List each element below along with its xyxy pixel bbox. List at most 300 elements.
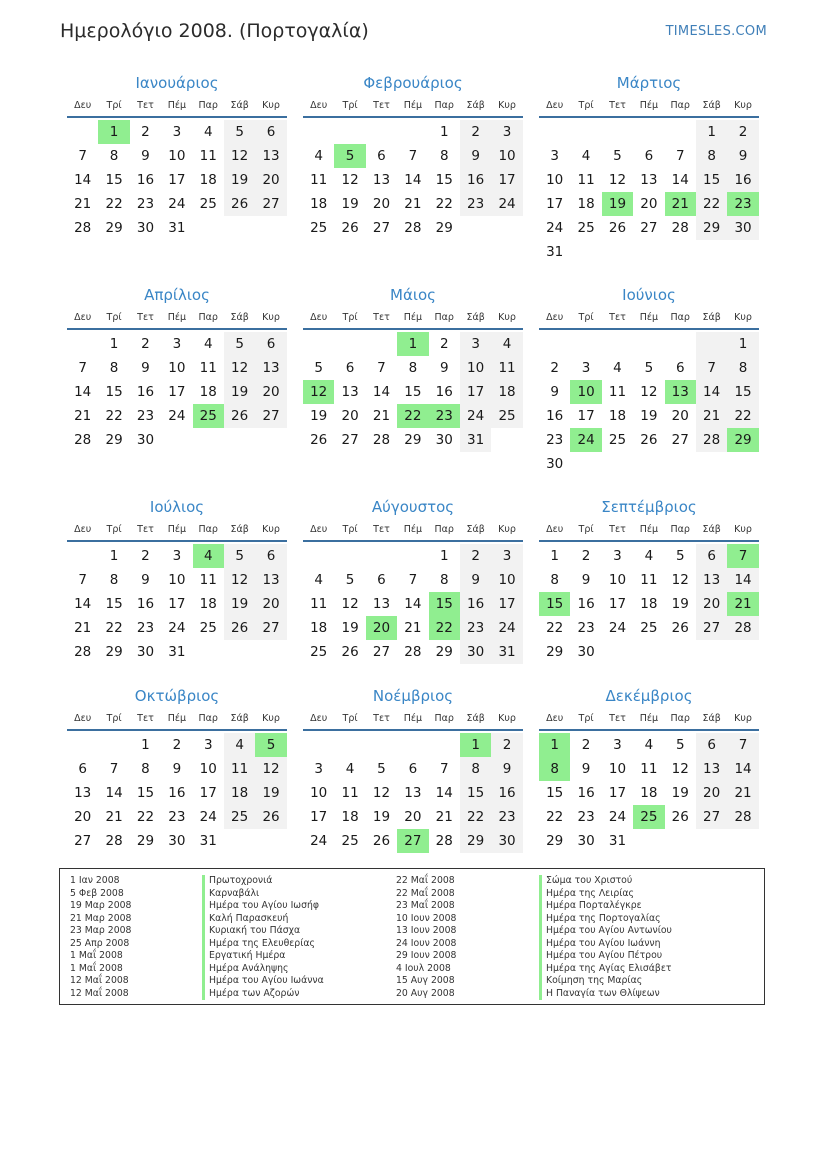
- empty-cell: [539, 120, 570, 144]
- day-cell: 3: [172, 124, 182, 140]
- empty-cell: [602, 640, 633, 664]
- day-cell: 2: [460, 544, 491, 568]
- day-cell: 30: [136, 644, 155, 660]
- day-cell: 25: [310, 644, 328, 660]
- day-cell: 7: [78, 148, 87, 164]
- weekday-label: Τρί: [106, 99, 122, 111]
- day-cell: 23: [577, 809, 595, 825]
- day-cell: 20: [404, 809, 422, 825]
- day-cell: 11: [310, 172, 328, 188]
- day-cell: 4: [203, 336, 213, 352]
- day-cell: 5: [613, 148, 622, 164]
- weekday-label: Κυρ: [734, 523, 752, 535]
- day-cell: 22: [397, 404, 428, 428]
- legend-date: 4 Ιουλ 2008: [396, 962, 451, 974]
- weekday-label: Παρ: [434, 311, 454, 323]
- day-cell: 15: [105, 596, 123, 612]
- legend-date: 21 Μαρ 2008: [70, 912, 132, 924]
- day-cell: 10: [310, 785, 328, 801]
- weekday-header: [67, 306, 287, 328]
- weekday-header: [303, 94, 523, 116]
- legend-date: 19 Μαρ 2008: [70, 900, 132, 911]
- weekday-header: [539, 707, 759, 729]
- weekday-label: Δευ: [310, 523, 328, 535]
- weekday-label: Τετ: [609, 712, 626, 724]
- day-cell: 6: [644, 148, 654, 164]
- empty-cell: [460, 216, 491, 240]
- day-cell: 30: [460, 640, 491, 664]
- empty-cell: [334, 332, 365, 356]
- day-cell: 21: [696, 404, 727, 428]
- weekday-label: Δευ: [74, 523, 92, 535]
- day-cell: 24: [310, 833, 328, 849]
- day-cell: 30: [168, 833, 186, 849]
- month-rule: [67, 729, 287, 731]
- day-cell: 11: [199, 360, 217, 376]
- weekday-label: Πέμ: [403, 311, 423, 323]
- weekday-label: Τετ: [137, 311, 154, 323]
- empty-cell: [696, 640, 727, 664]
- empty-cell: [67, 120, 98, 144]
- day-cell: 1: [141, 737, 150, 753]
- day-cell: 6: [696, 733, 727, 757]
- weekday-label: Σάβ: [466, 99, 485, 111]
- day-cell: 27: [255, 192, 286, 216]
- day-cell: 23: [577, 620, 595, 636]
- weekday-label: Τρί: [578, 712, 594, 724]
- month-title: Απρίλιος: [144, 286, 210, 304]
- legend-date: 10 Ιουν 2008: [396, 912, 457, 924]
- day-cell: 1: [109, 548, 119, 564]
- month-rule: [67, 328, 287, 330]
- day-cell: 17: [168, 384, 186, 400]
- legend-holiday-name: Ημέρα του Αγίου Ιωάννη: [539, 938, 672, 951]
- day-cell: 23: [460, 616, 491, 640]
- day-cell: 28: [105, 833, 123, 849]
- day-cell: 22: [435, 196, 453, 212]
- day-cell: 20: [255, 168, 286, 192]
- weekday-label: Δευ: [74, 712, 92, 724]
- day-cell: 10: [570, 380, 601, 404]
- month-title: Φεβρουάριος: [363, 74, 463, 92]
- weekday-label: Δευ: [546, 712, 564, 724]
- day-cell: 11: [577, 172, 595, 188]
- empty-cell: [696, 452, 727, 476]
- empty-cell: [334, 120, 365, 144]
- day-cell: 5: [224, 544, 255, 568]
- page-title: Ημερολόγιο 2008. (Πορτογαλία): [60, 20, 369, 42]
- day-cell: 10: [608, 572, 627, 588]
- empty-cell: [696, 240, 727, 264]
- day-cell: 11: [310, 596, 328, 612]
- month-rule: [67, 116, 287, 118]
- empty-cell: [255, 216, 286, 240]
- day-cell: 24: [168, 196, 186, 212]
- day-cell: 24: [570, 428, 601, 452]
- weekday-label: Κυρ: [498, 523, 516, 535]
- day-cell: 19: [310, 408, 328, 424]
- day-cell: 9: [550, 384, 559, 400]
- empty-cell: [255, 640, 286, 664]
- days-grid: [539, 733, 759, 853]
- day-cell: 27: [696, 805, 727, 829]
- days-grid: [303, 332, 523, 452]
- empty-cell: [255, 829, 286, 853]
- day-cell: 21: [435, 809, 453, 825]
- empty-cell: [633, 640, 664, 664]
- month-block: [67, 284, 287, 452]
- day-cell: 12: [303, 380, 334, 404]
- day-cell: 17: [577, 408, 595, 424]
- day-cell: 7: [727, 544, 758, 568]
- days-grid: [303, 120, 523, 240]
- day-cell: 13: [255, 356, 286, 380]
- weekday-label: Πέμ: [167, 712, 187, 724]
- empty-cell: [67, 733, 98, 757]
- day-cell: 10: [546, 172, 564, 188]
- empty-cell: [161, 428, 192, 452]
- day-cell: 29: [105, 220, 123, 236]
- weekday-label: Κυρ: [734, 311, 752, 323]
- day-cell: 7: [727, 733, 758, 757]
- days-grid: [67, 120, 287, 240]
- day-cell: 18: [341, 809, 359, 825]
- day-cell: 7: [78, 360, 87, 376]
- weekday-label: Παρ: [198, 523, 218, 535]
- day-cell: 23: [491, 805, 522, 829]
- day-cell: 16: [577, 596, 595, 612]
- weekday-header: [539, 306, 759, 328]
- day-cell: 29: [546, 644, 564, 660]
- legend-holiday-name: Κυριακή του Πάσχα: [202, 925, 324, 938]
- weekday-label: Παρ: [198, 311, 218, 323]
- day-cell: 1: [439, 548, 449, 564]
- day-cell: 24: [608, 809, 627, 825]
- day-cell: 31: [168, 220, 186, 236]
- month-block: [539, 284, 759, 476]
- day-cell: 25: [577, 220, 595, 236]
- day-cell: 3: [491, 544, 522, 568]
- day-cell: 21: [404, 620, 422, 636]
- day-cell: 15: [136, 785, 155, 801]
- day-cell: 26: [224, 616, 255, 640]
- brand-link[interactable]: TIMESLES.COM: [665, 24, 767, 39]
- empty-cell: [570, 120, 601, 144]
- day-cell: 8: [460, 757, 491, 781]
- day-cell: 26: [341, 220, 359, 236]
- day-cell: 6: [696, 544, 727, 568]
- day-cell: 6: [408, 761, 418, 777]
- day-cell: 30: [546, 456, 564, 472]
- day-cell: 24: [608, 620, 627, 636]
- day-cell: 28: [404, 220, 422, 236]
- day-cell: 1: [696, 120, 727, 144]
- day-cell: 2: [141, 124, 150, 140]
- empty-cell: [334, 544, 365, 568]
- weekday-header: [67, 518, 287, 540]
- day-cell: 2: [172, 737, 182, 753]
- days-grid: [303, 733, 523, 853]
- empty-cell: [727, 640, 758, 664]
- empty-cell: [366, 120, 397, 144]
- day-cell: 12: [224, 144, 255, 168]
- day-cell: 2: [727, 120, 758, 144]
- weekday-header: [303, 707, 523, 729]
- day-cell: 19: [224, 168, 255, 192]
- day-cell: 12: [255, 757, 286, 781]
- day-cell: 21: [74, 408, 92, 424]
- legend-holiday-name: Ημέρα της Αγίας Ελισάβετ: [539, 963, 672, 976]
- day-cell: 3: [613, 548, 622, 564]
- day-cell: 12: [608, 172, 627, 188]
- day-cell: 2: [141, 336, 150, 352]
- legend-dates-col-1: [70, 875, 131, 1000]
- weekday-label: Κυρ: [498, 99, 516, 111]
- legend-date: 29 Ιουν 2008: [396, 950, 457, 961]
- weekday-label: Σάβ: [466, 311, 485, 323]
- day-cell: 3: [460, 332, 491, 356]
- month-rule: [303, 540, 523, 542]
- month-title: Μάρτιος: [616, 74, 682, 92]
- legend-date: 22 Μαΐ 2008: [396, 887, 455, 899]
- day-cell: 3: [203, 737, 213, 753]
- days-grid: [539, 332, 759, 476]
- day-cell: 8: [550, 572, 559, 588]
- legend-holiday-name: Ημέρα Πορταλέγκρε: [539, 900, 672, 913]
- day-cell: 30: [491, 829, 522, 853]
- day-cell: 6: [345, 360, 355, 376]
- day-cell: 26: [608, 220, 627, 236]
- day-cell: 16: [577, 785, 595, 801]
- weekday-label: Παρ: [670, 523, 690, 535]
- empty-cell: [727, 240, 758, 264]
- day-cell: 17: [608, 785, 627, 801]
- day-cell: 12: [372, 785, 391, 801]
- day-cell: 19: [224, 592, 255, 616]
- day-cell: 31: [491, 640, 522, 664]
- day-cell: 6: [675, 360, 685, 376]
- weekday-label: Τρί: [106, 712, 122, 724]
- legend-names-col-2: [539, 875, 672, 1000]
- weekday-label: Δευ: [74, 311, 92, 323]
- day-cell: 17: [168, 172, 186, 188]
- legend-date: 5 Φεβ 2008: [70, 887, 124, 899]
- day-cell: 22: [696, 192, 727, 216]
- day-cell: 26: [372, 833, 391, 849]
- day-cell: 2: [460, 120, 491, 144]
- day-cell: 12: [671, 761, 689, 777]
- weekday-label: Τετ: [137, 523, 154, 535]
- weekday-header: [539, 518, 759, 540]
- day-cell: 14: [372, 384, 391, 400]
- day-cell: 14: [74, 384, 92, 400]
- weekday-label: Πέμ: [167, 99, 187, 111]
- month-block: [539, 72, 759, 264]
- empty-cell: [303, 120, 334, 144]
- weekday-header: [303, 518, 523, 540]
- day-cell: 23: [546, 432, 564, 448]
- day-cell: 14: [696, 380, 727, 404]
- day-cell: 9: [141, 360, 150, 376]
- day-cell: 15: [727, 380, 758, 404]
- weekday-label: Πέμ: [639, 712, 659, 724]
- day-cell: 30: [136, 220, 155, 236]
- day-cell: 16: [168, 785, 186, 801]
- weekday-label: Τρί: [578, 523, 594, 535]
- day-cell: 14: [404, 596, 422, 612]
- empty-cell: [602, 240, 633, 264]
- day-cell: 9: [141, 572, 150, 588]
- month-rule: [303, 729, 523, 731]
- day-cell: 23: [460, 192, 491, 216]
- weekday-label: Τετ: [609, 99, 626, 111]
- empty-cell: [602, 120, 633, 144]
- day-cell: 27: [696, 616, 727, 640]
- day-cell: 25: [199, 620, 217, 636]
- day-cell: 20: [372, 196, 391, 212]
- empty-cell: [366, 544, 397, 568]
- days-grid: [539, 120, 759, 264]
- weekday-label: Παρ: [434, 99, 454, 111]
- day-cell: 8: [109, 148, 119, 164]
- month-rule: [303, 116, 523, 118]
- day-cell: 29: [460, 829, 491, 853]
- empty-cell: [665, 452, 696, 476]
- day-cell: 1: [109, 336, 119, 352]
- empty-cell: [570, 240, 601, 264]
- day-cell: 15: [460, 781, 491, 805]
- weekday-label: Σάβ: [230, 523, 249, 535]
- empty-cell: [255, 428, 286, 452]
- empty-cell: [539, 332, 570, 356]
- month-title: Αύγουστος: [371, 498, 455, 516]
- day-cell: 18: [199, 384, 217, 400]
- empty-cell: [602, 332, 633, 356]
- legend-names-col-1: [202, 875, 324, 1000]
- day-cell: 15: [546, 785, 564, 801]
- day-cell: 11: [608, 384, 627, 400]
- day-cell: 30: [136, 432, 155, 448]
- day-cell: 6: [255, 332, 286, 356]
- day-cell: 9: [460, 568, 491, 592]
- day-cell: 18: [224, 781, 255, 805]
- day-cell: 15: [404, 384, 422, 400]
- day-cell: 15: [435, 172, 453, 188]
- weekday-label: Σάβ: [230, 311, 249, 323]
- day-cell: 27: [74, 833, 92, 849]
- day-cell: 4: [314, 572, 323, 588]
- day-cell: 10: [460, 356, 491, 380]
- month-title: Δεκέμβριος: [605, 687, 693, 705]
- month-title: Μάιος: [390, 286, 436, 304]
- day-cell: 26: [341, 644, 359, 660]
- month-title: Ιούλιος: [149, 498, 205, 516]
- day-cell: 23: [727, 192, 758, 216]
- weekday-label: Σάβ: [702, 523, 721, 535]
- days-grid: [67, 332, 287, 452]
- day-cell: 20: [255, 380, 286, 404]
- day-cell: 21: [74, 620, 92, 636]
- weekday-header: [67, 707, 287, 729]
- day-cell: 13: [341, 384, 359, 400]
- day-cell: 17: [168, 596, 186, 612]
- day-cell: 7: [439, 761, 449, 777]
- weekday-label: Τετ: [137, 99, 154, 111]
- weekday-label: Πέμ: [167, 311, 187, 323]
- day-cell: 3: [550, 148, 559, 164]
- weekday-label: Κυρ: [498, 712, 516, 724]
- day-cell: 16: [136, 172, 155, 188]
- day-cell: 19: [372, 809, 391, 825]
- day-cell: 18: [640, 596, 658, 612]
- weekday-label: Κυρ: [734, 712, 752, 724]
- day-cell: 29: [136, 833, 155, 849]
- day-cell: 1: [439, 124, 449, 140]
- day-cell: 13: [74, 785, 92, 801]
- day-cell: 4: [193, 544, 224, 568]
- weekday-label: Δευ: [310, 99, 328, 111]
- holiday-legend: [59, 868, 765, 1005]
- day-cell: 20: [696, 781, 727, 805]
- weekday-label: Τρί: [578, 311, 594, 323]
- day-cell: 16: [727, 168, 758, 192]
- day-cell: 19: [224, 380, 255, 404]
- day-cell: 25: [193, 404, 224, 428]
- day-cell: 2: [581, 548, 591, 564]
- day-cell: 26: [224, 404, 255, 428]
- day-cell: 18: [491, 380, 522, 404]
- day-cell: 28: [74, 220, 92, 236]
- day-cell: 14: [74, 596, 92, 612]
- day-cell: 31: [168, 644, 186, 660]
- legend-holiday-name: Σώμα του Χριστού: [539, 875, 672, 888]
- day-cell: 10: [168, 360, 186, 376]
- day-cell: 8: [727, 356, 758, 380]
- day-cell: 19: [255, 781, 286, 805]
- month-title: Σεπτέμβριος: [601, 498, 697, 516]
- day-cell: 24: [491, 616, 522, 640]
- day-cell: 5: [224, 120, 255, 144]
- day-cell: 22: [136, 809, 155, 825]
- day-cell: 28: [696, 428, 727, 452]
- weekday-label: Παρ: [670, 311, 690, 323]
- day-cell: 16: [546, 408, 564, 424]
- legend-holiday-name: Εργατική Ημέρα: [202, 950, 324, 963]
- day-cell: 23: [168, 809, 186, 825]
- empty-cell: [633, 332, 664, 356]
- day-cell: 13: [696, 568, 727, 592]
- empty-cell: [193, 640, 224, 664]
- day-cell: 9: [581, 572, 591, 588]
- day-cell: 24: [491, 192, 522, 216]
- days-grid: [303, 544, 523, 664]
- day-cell: 13: [372, 596, 391, 612]
- day-cell: 24: [168, 620, 186, 636]
- day-cell: 27: [255, 616, 286, 640]
- month-block: [303, 496, 523, 664]
- day-cell: 18: [310, 196, 328, 212]
- legend-date: 24 Ιουν 2008: [396, 937, 457, 949]
- day-cell: 5: [345, 572, 355, 588]
- month-rule: [539, 729, 759, 731]
- weekday-label: Παρ: [670, 99, 690, 111]
- day-cell: 22: [105, 408, 123, 424]
- day-cell: 20: [671, 408, 689, 424]
- day-cell: 1: [539, 733, 570, 757]
- day-cell: 3: [314, 761, 323, 777]
- day-cell: 24: [546, 220, 564, 236]
- day-cell: 21: [105, 809, 123, 825]
